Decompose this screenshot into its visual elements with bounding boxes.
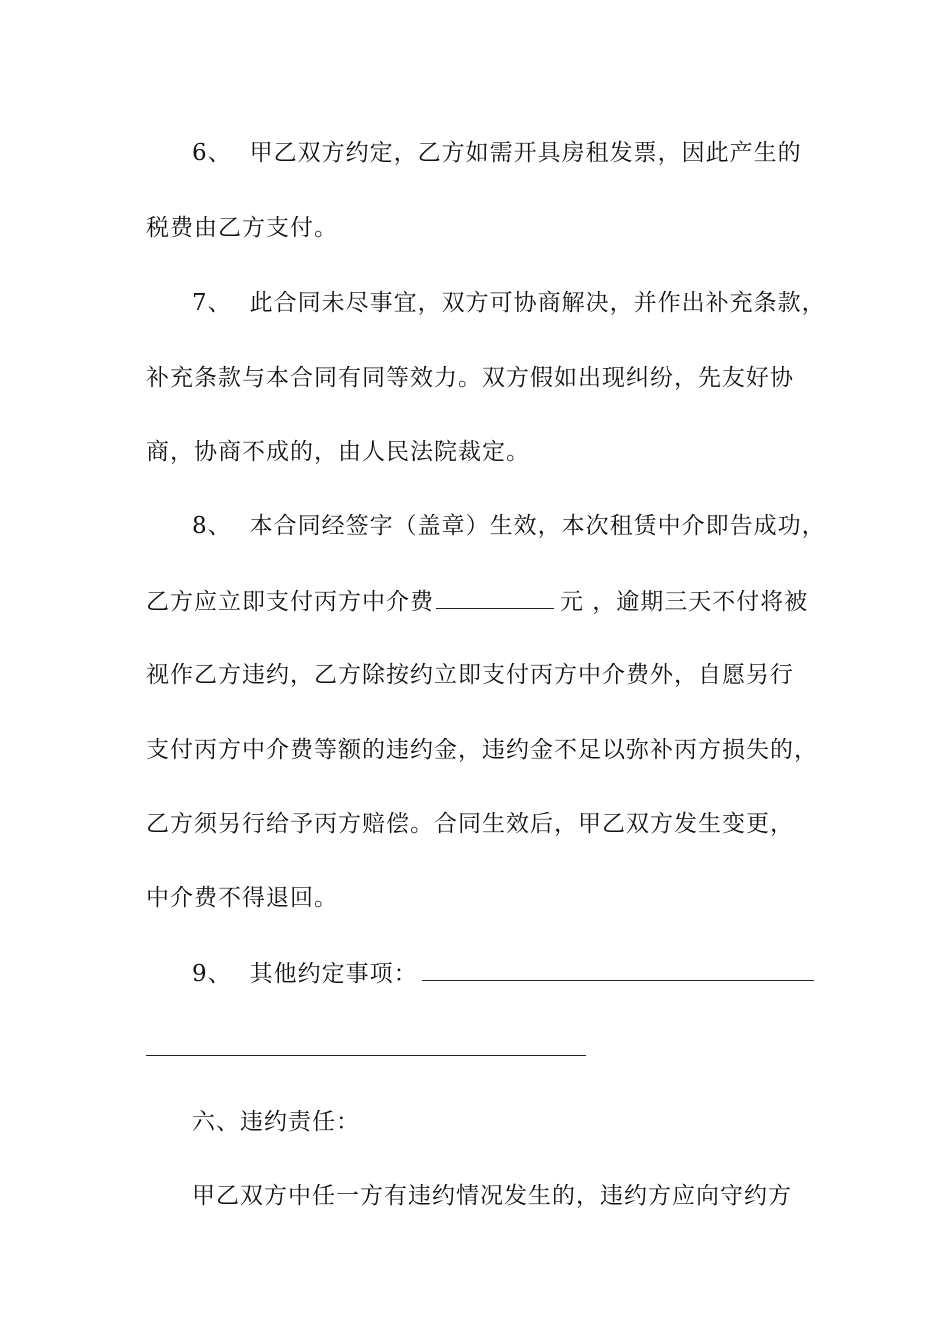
clause-9-line-1	[192, 958, 814, 989]
fee-amount-blank[interactable]	[436, 586, 554, 609]
other-terms-blank-1[interactable]	[422, 958, 814, 981]
clause-8-line-2	[146, 586, 808, 617]
clause-6-number: 6、	[192, 140, 232, 166]
clause-7-text-1: 此合同未尽事宜，双方可协商解决，并作出补充条款，	[249, 290, 826, 316]
clause-8-line-1	[192, 511, 826, 541]
clause-9-label: 其他约定事项：	[249, 961, 418, 987]
clause-8-number: 8、	[192, 513, 232, 539]
clause-8-text-1: 本合同经签字（盖章）生效，本次租赁中介即告成功，	[249, 513, 826, 539]
clause-7-line-3: 商，协商不成的，由人民法院裁定。	[146, 439, 530, 465]
other-terms-blank-2[interactable]	[146, 1055, 586, 1056]
section-6-line-1: 甲乙双方中任一方有违约情况发生的，违约方应向守约方	[192, 1183, 792, 1209]
clause-8-line-3: 视作乙方违约，乙方除按约立即支付丙方中介费外，自愿另行	[146, 662, 794, 688]
clause-8-line-5: 乙方须另行给予丙方赔偿。合同生效后，甲乙双方发生变更，	[146, 811, 794, 837]
clause-6-line-1	[192, 138, 802, 168]
clause-8-line-6: 中介费不得退回。	[146, 885, 338, 911]
clause-6-text-1: 甲乙双方约定，乙方如需开具房租发票，因此产生的	[249, 140, 802, 166]
clause-8-line-4: 支付丙方中介费等额的违约金，违约金不足以弥补丙方损失的，	[146, 737, 818, 763]
clause-7-line-1	[192, 288, 826, 318]
clause-6-line-2: 税费由乙方支付。	[146, 215, 338, 241]
clause-7-line-2: 补充条款与本合同有同等效力。双方假如出现纠纷，先友好协	[146, 365, 794, 391]
section-6-heading: 六、违约责任：	[192, 1109, 360, 1135]
clause-8-text-2a: 乙方应立即支付丙方中介费	[146, 589, 434, 615]
clause-7-number: 7、	[192, 290, 232, 316]
clause-8-text-2b: 元 ，逾期三天不付将被	[560, 589, 809, 615]
clause-9-number: 9、	[192, 961, 232, 987]
